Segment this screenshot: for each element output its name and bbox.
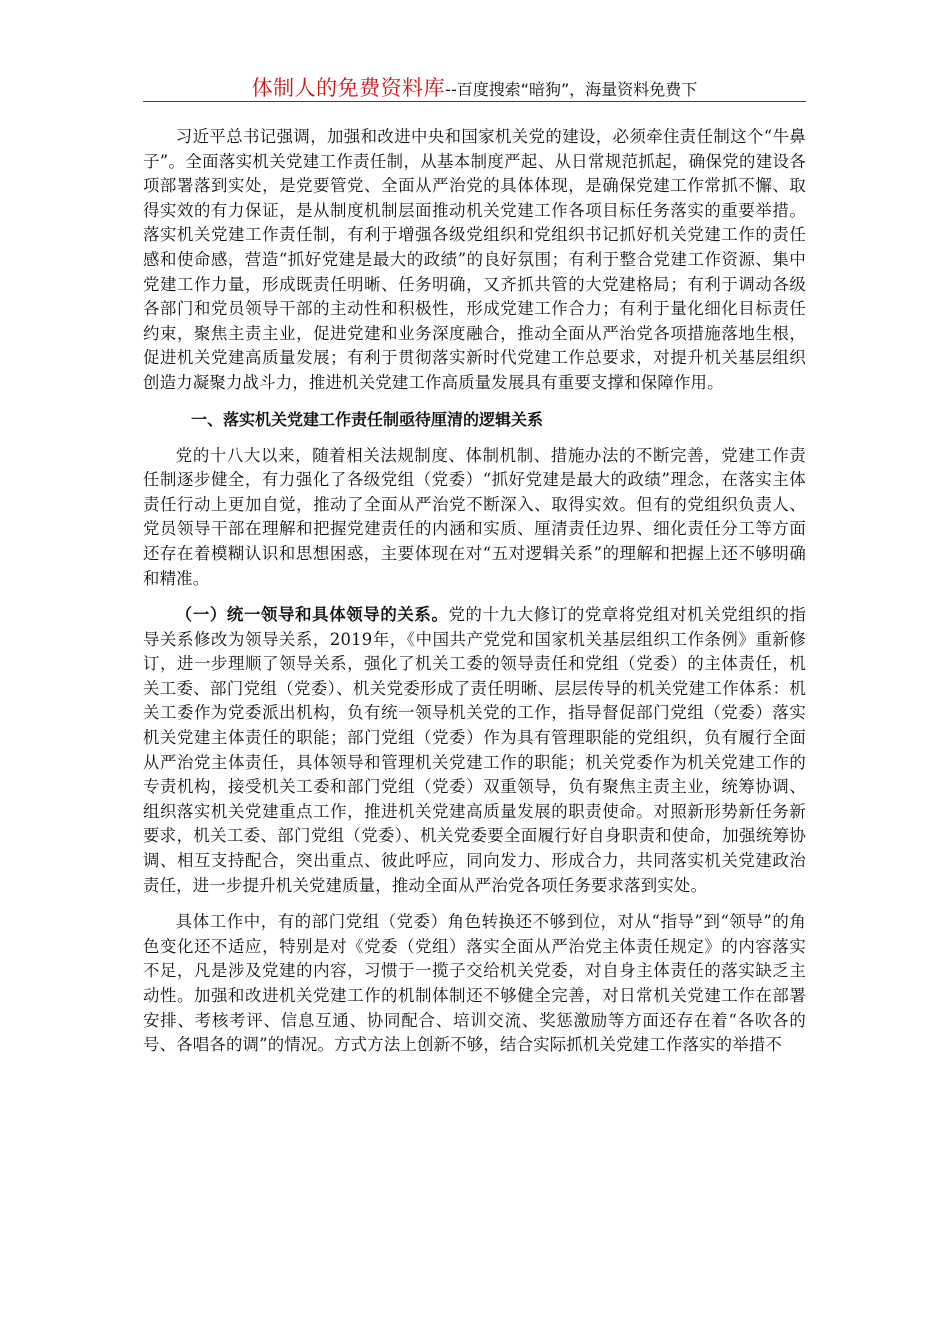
subsection-lead: （一）统一领导和具体领导的关系。: [175, 605, 449, 625]
header-promo: --百度搜索“暗狗”，海量资料免费下: [445, 80, 698, 99]
paragraph-practice: 具体工作中，有的部门党组（党委）角色转换还不够到位，对从“指导”到“领导”的角色变化还不适应，特别是对《党委（党组）落实全面从严治党主体责任规定》的内容落实不足，凡是涉及党建的内容，习惯于一揽子交给机关党委，对自身主体责任的落实缺乏主动性。加强和改进机关党建工作的机制体制还不够健全完善，对日常机关党建工作在部署安排、考核考评、信息互通、协同配合、培训交流、奖惩激励等方面还存在着“各吹各的号、各唱各的调”的情况。方式方法上创新不够，结合实际抓机关党建工作落实的举措不: [143, 912, 806, 1055]
page-header: [143, 72, 806, 102]
header-brand: 体制人的免费资料库: [251, 76, 446, 100]
paragraph-gap: [143, 591, 806, 603]
paragraph-gap: [143, 432, 806, 444]
paragraph-gap: [143, 396, 806, 408]
paragraph-gap: [143, 898, 806, 910]
paragraph-section-intro: 党的十八大以来，随着相关法规制度、体制机制、措施办法的不断完善，党建工作责任制逐步健全，有力强化了各级党组（党委）“抓好党建是最大的政绩”理念，在落实主体责任行动上更加自觉，推动了全面从严治党不断深入、取得实效。但有的党组织负责人、党员领导干部在理解和把握党建责任的内涵和实质、厘清责任边界、细化责任分工等方面还存在着模糊认识和思想困惑，主要体现在对“五对逻辑关系”的理解和把握上还不够明确和精准。: [143, 445, 806, 588]
section-heading: 一、落实机关党建工作责任制亟待厘清的逻辑关系: [191, 409, 544, 429]
paragraph-leadership-text: 党的十九大修订的党章将党组对机关党组织的指导关系修改为领导关系，2019年，《中国共产党党和国家机关基层组织工作条例》重新修订，进一步理顺了领导关系，强化了机关工委的领导责任和党组（党委）的主体责任，机关工委、部门党组（党委）、机关党委形成了责任明晰、层层传导的机关党建工作体系：机关工委作为党委派出机构，负有统一领导机关党的工作，指导督促部门党组（党委）落实机关党建主体责任的职能；部门党组（党委）作为具有管理职能的党组织，负有履行全面从严治党主体责任，具体领导和管理机关党建工作的职能；机关党委作为机关党建工作的专责机构，接受机关工委和部门党组（党委）双重领导，负有聚焦主责主业，统筹协调、组织落实机关党建重点工作，推进机关党建高质量发展的职责使命。对照新形势新任务新要求，机关工委、部门党组（党委）、机关党委要全面履行好自身职责和使命，加强统筹协调、相互支持配合，突出重点、彼此呼应，同向发力、形成合力，共同落实机关党建政治责任，进一步提升机关党建质量，推动全面从严治党各项任务要求落到实处。: [143, 605, 806, 895]
document-body: [143, 125, 806, 1058]
paragraph-leadership: [143, 603, 806, 898]
header-divider: [143, 101, 806, 102]
paragraph-intro: 习近平总书记强调，加强和改进中央和国家机关党的建设，必须牵住责任制这个“牛鼻子”。全面落实机关党建工作责任制，从基本制度严起、从日常规范抓起，确保党的建设各项部署落到实处，是党要管党、全面从严治党的具体体现，是确保党建工作常抓不懈、取得实效的有力保证，是从制度机制层面推动机关党建工作各项目标任务落实的重要举措。落实机关党建工作责任制，有利于增强各级党组织和党组织书记抓好机关党建工作的责任感和使命感，营造“抓好党建是最大的政绩”的良好氛围；有利于整合党建工作资源、集中党建工作力量，形成既责任明晰、任务明确，又齐抓共管的大党建格局；有利于调动各级各部门和党员领导干部的主动性和积极性，形成党建工作合力；有利于量化细化目标责任约束，聚焦主责主业，促进党建和业务深度融合，推动全面从严治党各项措施落地生根，促进机关党建高质量发展；有利于贯彻落实新时代党建工作总要求，对提升机关基层组织创造力凝聚力战斗力，推进机关党建工作高质量发展具有重要支撑和保障作用。: [143, 127, 806, 392]
